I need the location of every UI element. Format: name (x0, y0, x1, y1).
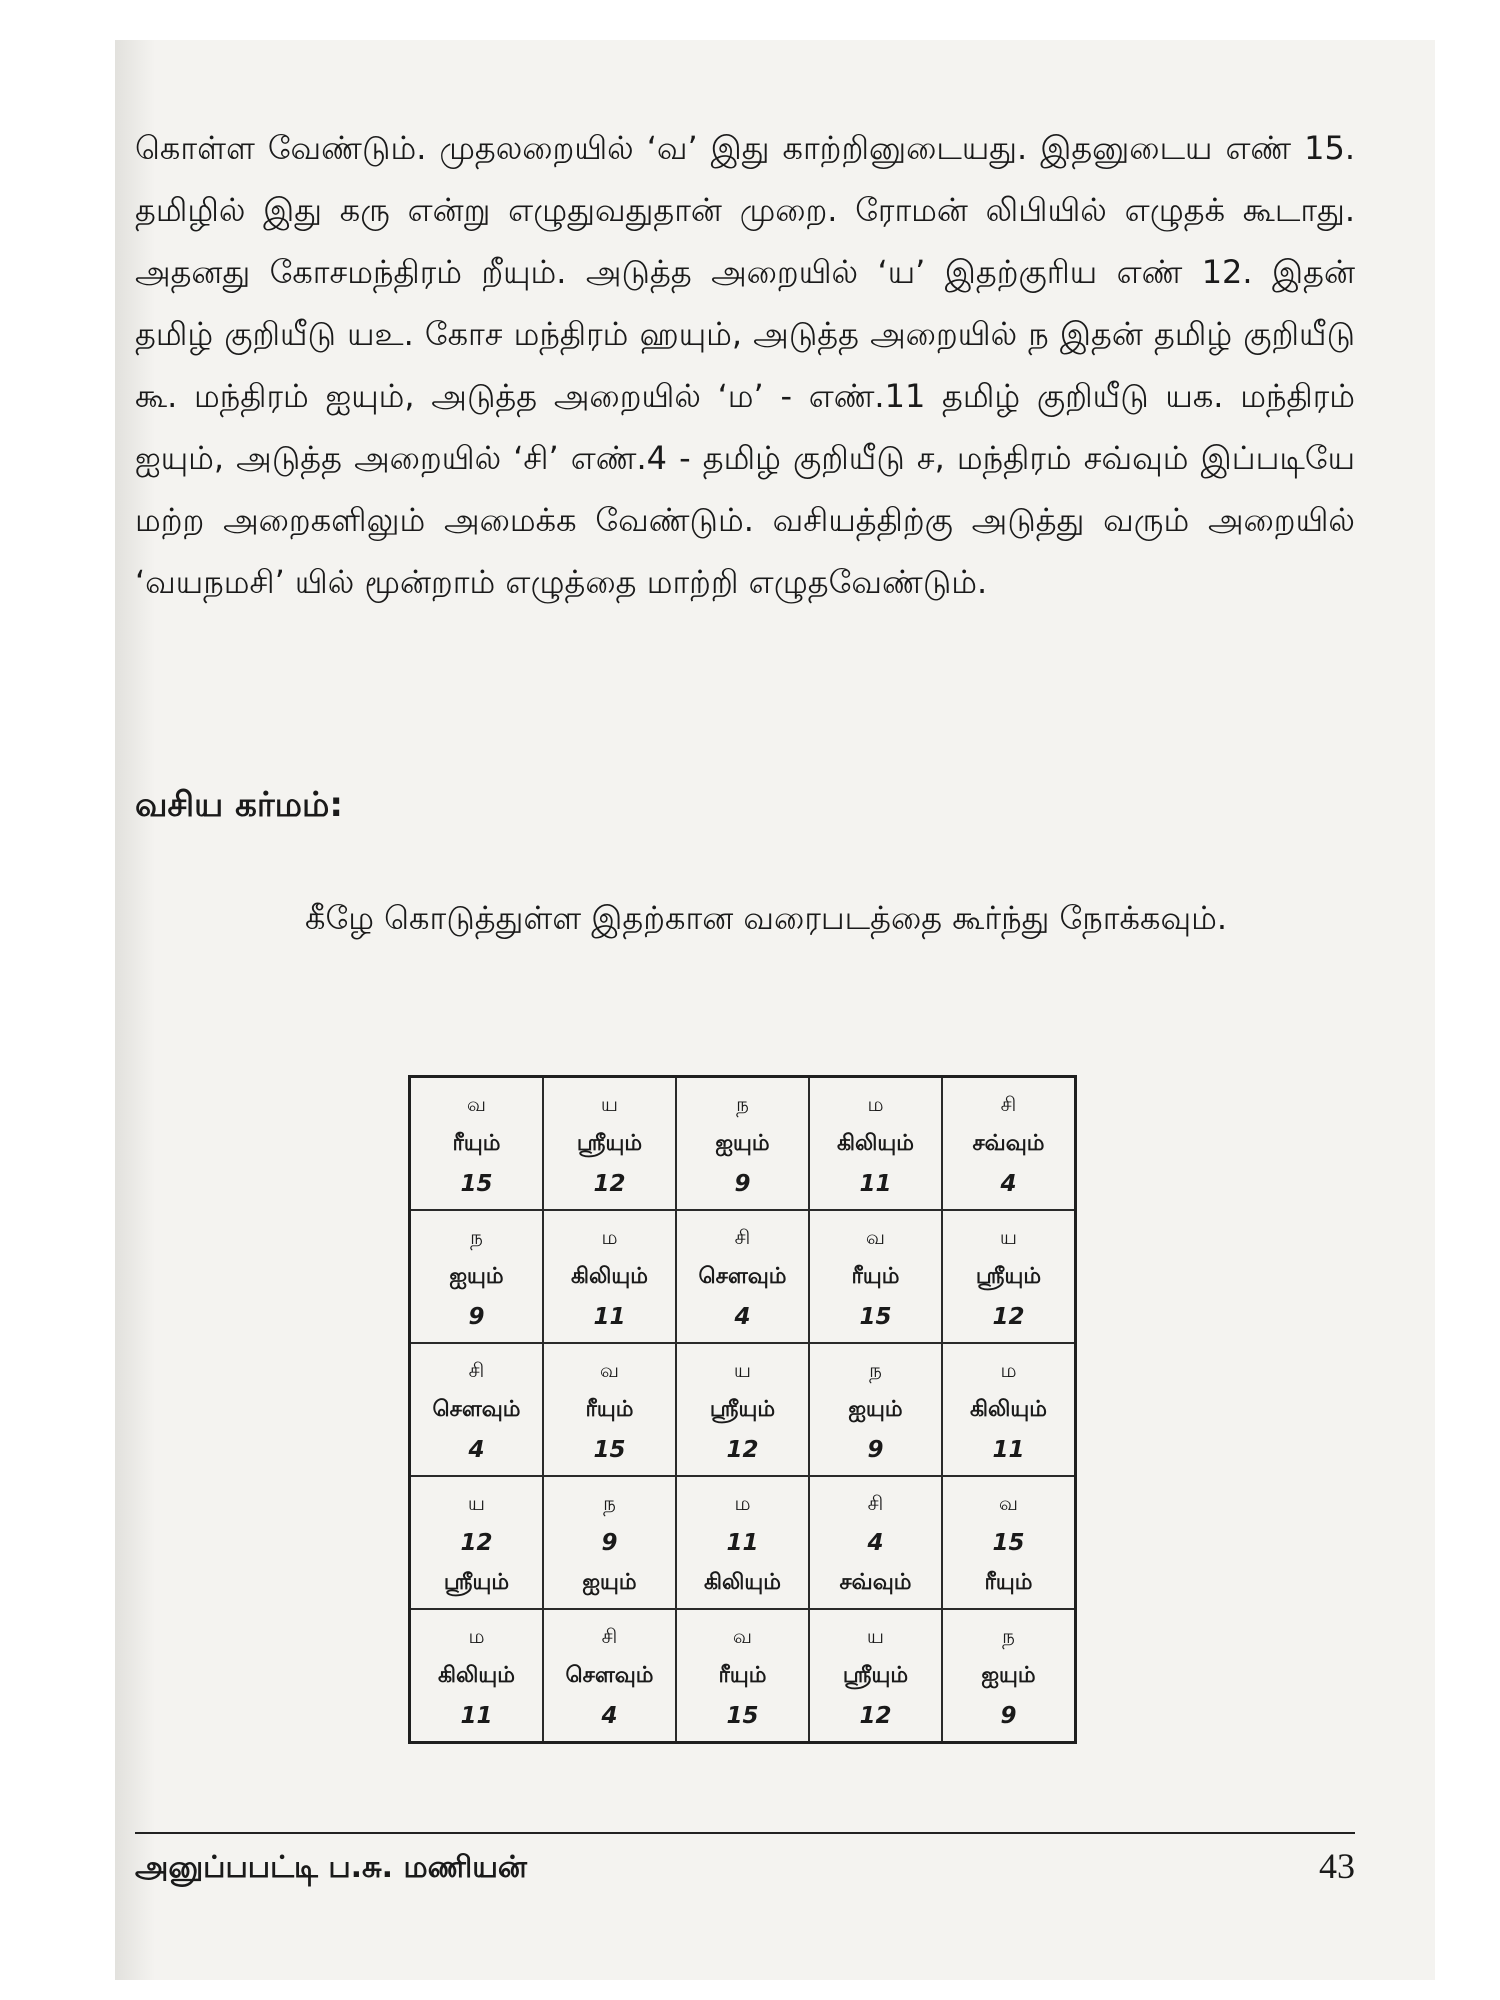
grid-row (410, 1210, 1076, 1343)
grid-cell (410, 1343, 544, 1476)
grid-cell (543, 1609, 676, 1743)
grid-cell (543, 1077, 676, 1211)
grid-cell (543, 1210, 676, 1343)
cell-letter: ம (734, 1490, 751, 1515)
grid-cell (543, 1343, 676, 1476)
cell-number: 15 (726, 1702, 759, 1729)
cell-number: 9 (734, 1170, 751, 1197)
cell-mantra: சவ்வும் (972, 1130, 1045, 1156)
cell-number: 12 (859, 1702, 892, 1729)
section-heading: வசிய கர்மம்: (135, 785, 343, 825)
cell-letter: ந (603, 1490, 616, 1515)
cell-number: 12 (593, 1170, 626, 1197)
grid-cell (410, 1476, 544, 1609)
cell-number: 12 (726, 1436, 759, 1463)
grid-cell (676, 1609, 809, 1743)
cell-letter: வ (732, 1623, 753, 1648)
cell-number: 15 (460, 1170, 493, 1197)
cell-mantra: சவ்வும் (839, 1569, 912, 1595)
cell-letter: ம (867, 1091, 884, 1116)
cell-mantra: ஐயும் (848, 1396, 903, 1422)
book-page (115, 40, 1435, 1980)
cell-number: 11 (726, 1529, 759, 1556)
grid-row (410, 1609, 1076, 1743)
grid-cell (676, 1210, 809, 1343)
grid-cell (809, 1210, 942, 1343)
cell-number: 9 (468, 1303, 485, 1330)
cell-letter: சி (734, 1224, 751, 1249)
cell-number: 15 (593, 1436, 626, 1463)
cell-letter: வ (998, 1490, 1019, 1515)
grid-cell (809, 1476, 942, 1609)
cell-letter: சி (867, 1490, 884, 1515)
cell-mantra: கிலியும் (438, 1662, 515, 1688)
cell-letter: வ (466, 1091, 487, 1116)
cell-mantra: ஸ்ரீயும் (576, 1130, 643, 1156)
cell-mantra: ஸ்ரீயும் (443, 1569, 510, 1595)
grid-cell (942, 1609, 1076, 1743)
cell-letter: ந (470, 1224, 483, 1249)
grid-cell (676, 1077, 809, 1211)
cell-number: 4 (468, 1436, 485, 1463)
cell-letter: ய (999, 1224, 1018, 1249)
cell-letter: வ (599, 1357, 620, 1382)
grid-cell (410, 1609, 544, 1743)
grid-cell (676, 1343, 809, 1476)
grid-row (410, 1077, 1076, 1211)
cell-letter: ய (467, 1490, 486, 1515)
footer-rule (135, 1832, 1355, 1834)
cell-letter: ய (600, 1091, 619, 1116)
cell-letter: ய (866, 1623, 885, 1648)
cell-letter: சி (601, 1623, 618, 1648)
cell-number: 11 (593, 1303, 626, 1330)
cell-number: 15 (859, 1303, 892, 1330)
cell-number: 4 (1000, 1170, 1017, 1197)
cell-number: 11 (460, 1702, 493, 1729)
cell-number: 15 (992, 1529, 1025, 1556)
cell-mantra: ரீயும் (718, 1662, 767, 1688)
cell-mantra: ரீயும் (452, 1130, 501, 1156)
footer-author: அனுப்பபட்டி ப.சு. மணியன் (135, 1850, 528, 1885)
cell-letter: வ (865, 1224, 886, 1249)
cell-letter: ந (736, 1091, 749, 1116)
cell-number: 4 (601, 1702, 618, 1729)
grid-row (410, 1476, 1076, 1609)
cell-letter: சி (468, 1357, 485, 1382)
cell-number: 4 (867, 1529, 884, 1556)
cell-mantra: சௌவும் (432, 1396, 521, 1422)
grid-cell (809, 1343, 942, 1476)
cell-mantra: ரீயும் (585, 1396, 634, 1422)
grid-cell (942, 1476, 1076, 1609)
cell-number: 9 (601, 1529, 618, 1556)
cell-mantra: ஐயும் (981, 1662, 1036, 1688)
cell-letter: சி (1000, 1091, 1017, 1116)
cell-number: 9 (867, 1436, 884, 1463)
cell-mantra: ஐயும் (715, 1130, 770, 1156)
grid-cell (942, 1210, 1076, 1343)
cell-mantra: ஸ்ரீயும் (975, 1263, 1042, 1289)
cell-mantra: கிலியும் (970, 1396, 1047, 1422)
cell-mantra: சௌவும் (698, 1263, 787, 1289)
cell-mantra: ஸ்ரீயும் (842, 1662, 909, 1688)
grid-cell (942, 1343, 1076, 1476)
cell-mantra: ரீயும் (984, 1569, 1033, 1595)
cell-mantra: ரீயும் (851, 1263, 900, 1289)
cell-mantra: ஸ்ரீயும் (709, 1396, 776, 1422)
cell-letter: ந (869, 1357, 882, 1382)
grid-cell (809, 1609, 942, 1743)
body-paragraph-1: கொள்ள வேண்டும். முதலறையில் ‘வ’ இது காற்றினுடையது. இதனுடைய எண் 15. தமிழில் இது கரு என்று எழுதுவதுதான் முறை. ரோமன் லிபியில் எழுதக் கூடாது. அதனது கோசமந்திரம் றீயும். அடுத்த அறையில் ‘ய’ இதற்குரிய எண் 12. இதன் தமிழ் குறியீடு யஉ. கோச மந்திரம் ஹயும், அடுத்த அறையில் ந இதன் தமிழ் குறியீடு கூ. மந்திரம் ஐயும், அடுத்த அறையில் ‘ம’ - எண்.11 தமிழ் குறியீடு யக. மந்திரம் ஐயும், அடுத்த அறையில் ‘சி’ எண்.4 - தமிழ் குறியீடு ச, மந்திரம் சவ்வும் இப்படியே மற்ற அறைகளிலும் அமைக்க வேண்டும். வசியத்திற்கு அடுத்து வரும் அறையில் ‘வயநமசி’ யில் மூன்றாம் எழுத்தை மாற்றி எழுதவேண்டும். (135, 129, 1356, 601)
grid-cell (676, 1476, 809, 1609)
cell-mantra: ஐயும் (582, 1569, 637, 1595)
grid-cell (809, 1077, 942, 1211)
cell-number: 12 (460, 1529, 493, 1556)
cell-number: 9 (1000, 1702, 1017, 1729)
grid-cell (410, 1077, 544, 1211)
cell-letter: ம (468, 1623, 485, 1648)
grid-cell (410, 1210, 544, 1343)
cell-letter: ம (1000, 1357, 1017, 1382)
cell-number: 4 (734, 1303, 751, 1330)
cell-mantra: ஐயும் (449, 1263, 504, 1289)
grid-row (410, 1343, 1076, 1476)
cell-mantra: சௌவும் (565, 1662, 654, 1688)
cell-letter: ய (733, 1357, 752, 1382)
grid-cell (942, 1077, 1076, 1211)
cell-letter: ந (1002, 1623, 1015, 1648)
page-number: 43 (1319, 1846, 1355, 1886)
cell-number: 11 (859, 1170, 892, 1197)
cell-mantra: கிலியும் (837, 1130, 914, 1156)
cell-mantra: கிலியும் (704, 1569, 781, 1595)
cell-mantra: கிலியும் (571, 1263, 648, 1289)
cell-letter: ம (601, 1224, 618, 1249)
body-paragraph-2: கீழே கொடுத்துள்ள இதற்கான வரைபடத்தை கூர்ந்து நோக்கவும். (305, 899, 1227, 937)
grid-cell (543, 1476, 676, 1609)
yantra-grid (408, 1075, 1077, 1744)
cell-number: 11 (992, 1436, 1025, 1463)
cell-number: 12 (992, 1303, 1025, 1330)
